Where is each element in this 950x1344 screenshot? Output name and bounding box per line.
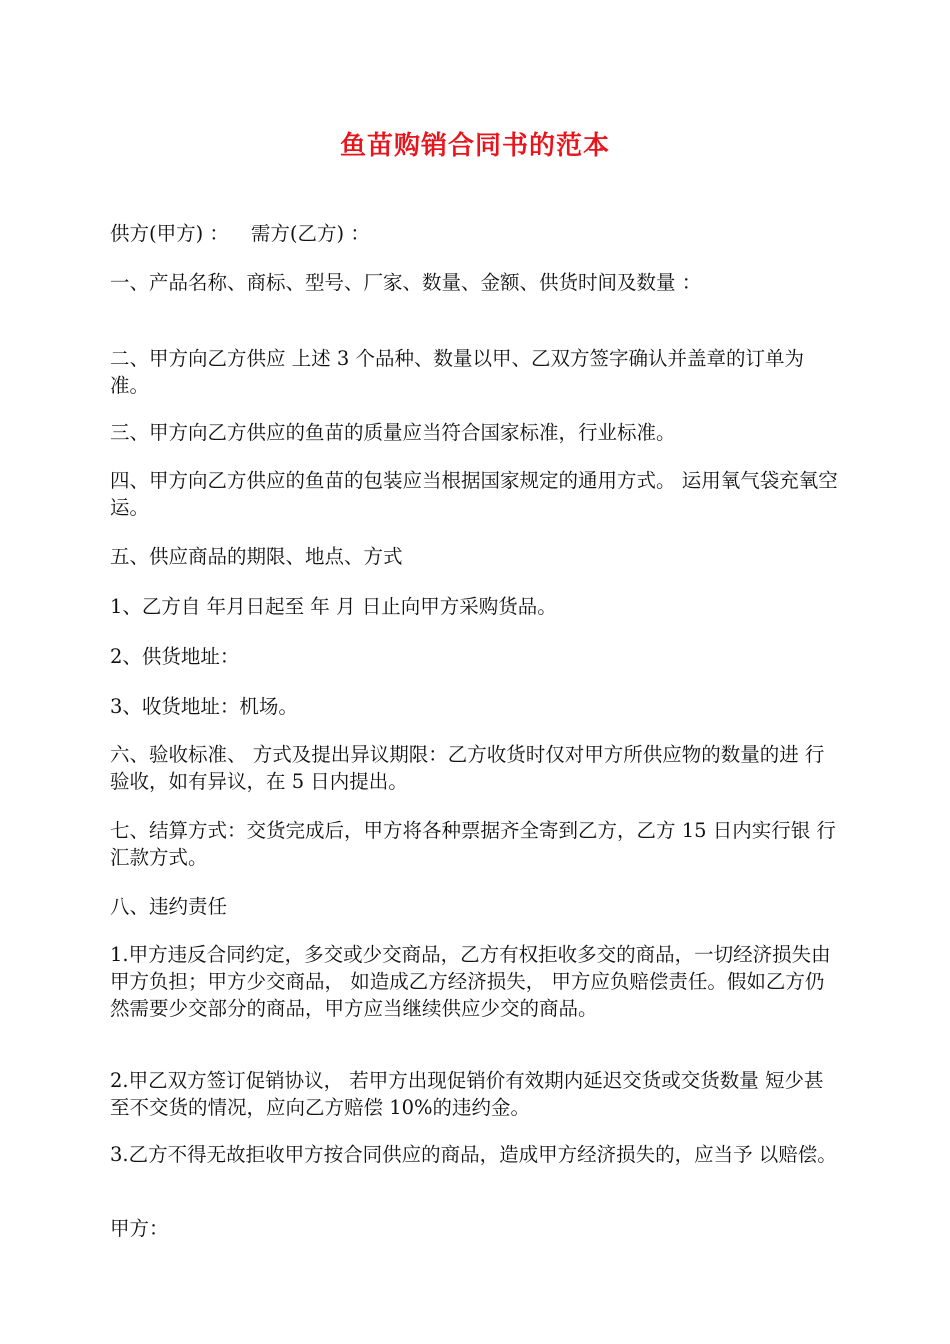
document-title: 鱼苗购销合同书的范本 [339, 131, 610, 161]
clause-4-packaging: 四、甲方向乙方供应的鱼苗的包装应当根据国家规定的通用方式。 运用氧气袋充氧空运。 [110, 469, 838, 519]
clause-8-item-1: 1.甲方违反合同约定，多交或少交商品，乙方有权拒收多交的商品，一切经济损失由甲方负担；甲方少交商品， 如造成乙方经济损失， 甲方应负赔偿责任。假如乙方仍然需要少交部分的商品，甲方应当继续供应少交的商品。 [110, 943, 831, 1020]
clause-8-heading: 八、违约责任 [110, 895, 228, 918]
clause-3-quality: 三、甲方向乙方供应的鱼苗的质量应当符合国家标准，行业标准。 [110, 421, 676, 444]
parties-line [110, 220, 370, 247]
clause-5-item-2: 2、供货地址： [110, 645, 240, 668]
clause-5-item-3: 3、收货地址：机场。 [110, 695, 298, 718]
clause-7-settlement: 七、结算方式：交货完成后，甲方将各种票据齐全寄到乙方，乙方 15 日内实行银 行汇款方式。 [110, 819, 836, 869]
signature-party-a: 甲方： [110, 1217, 169, 1240]
clause-8-item-3: 3.乙方不得无故拒收甲方按合同供应的商品，造成甲方经济损失的，应当予 以赔偿。 [110, 1143, 837, 1166]
clause-5-heading: 五、供应商品的期限、地点、方式 [110, 545, 403, 568]
supplier-label: 供方(甲方) ： [110, 222, 229, 245]
clause-2-supply-order: 二、甲方向乙方供应 上述 3 个品种、数量以甲、乙双方签字确认并盖章的订单为准。 [110, 347, 805, 397]
buyer-label: 需方(乙方) ： [250, 222, 370, 245]
clause-6-acceptance: 六、验收标准、 方式及提出异议期限：乙方收货时仅对甲方所供应物的数量的进 行验收，如有异议，在 5 日内提出。 [110, 743, 825, 793]
clause-1-product-info: 一、产品名称、商标、型号、厂家、数量、金额、供货时间及数量 ： [110, 271, 702, 294]
clause-8-item-2: 2.甲乙双方签订促销协议， 若甲方出现促销价有效期内延迟交货或交货数量 短少甚至不交货的情况，应向乙方赔偿 10%的违约金。 [110, 1069, 824, 1119]
clause-5-item-1: 1、乙方自 年月日起至 年 月 日止向甲方采购货品。 [110, 595, 557, 618]
